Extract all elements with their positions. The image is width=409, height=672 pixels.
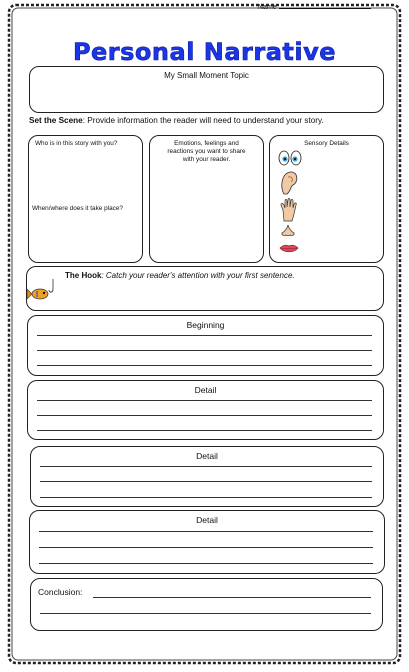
writing-line [39, 531, 373, 532]
conclusion-label: Conclusion: [38, 587, 83, 597]
detail-label: Detail [196, 451, 218, 461]
detail-label: Detail [194, 385, 217, 395]
beginning-label: Beginning [186, 320, 225, 330]
eyes-icon [278, 149, 304, 167]
writing-line [40, 466, 372, 467]
name-line [279, 2, 371, 9]
writing-line [40, 481, 372, 482]
detail-section-2[interactable] [30, 446, 384, 507]
writing-line [39, 563, 373, 564]
writing-line [37, 350, 372, 351]
sensory-label: Sensory Details [304, 140, 349, 147]
topic-box[interactable] [29, 66, 384, 113]
emotions-box[interactable] [149, 135, 264, 263]
topic-label: My Small Moment Topic [164, 71, 249, 80]
name-field[interactable] [258, 2, 371, 11]
mouth-icon [278, 242, 300, 254]
hook-box[interactable] [26, 266, 384, 311]
sensory-box[interactable] [269, 135, 384, 263]
detail-label: Detail [196, 515, 218, 525]
writing-line [37, 415, 372, 416]
writing-line [93, 597, 371, 598]
writing-line [37, 430, 372, 431]
page-title: Personal Narrative [72, 38, 337, 66]
writing-line [37, 365, 372, 366]
writing-line [40, 497, 372, 498]
writing-line [37, 400, 372, 401]
conclusion-section[interactable] [30, 578, 383, 631]
where-question: When/where does it take place? [32, 205, 123, 212]
detail-section-3[interactable] [29, 510, 385, 574]
who-where-box[interactable] [28, 135, 143, 263]
hook-label: The Hook [65, 271, 102, 280]
detail-section-1[interactable] [27, 380, 384, 440]
hook-prompt [65, 271, 295, 280]
writing-line [40, 613, 371, 614]
who-question: Who is in this story with you? [35, 140, 118, 147]
hook-text: : Catch your reader's attention with your first sentence. [101, 271, 295, 280]
name-label: Name [258, 4, 277, 11]
nose-icon [278, 224, 298, 238]
writing-line [37, 335, 372, 336]
fish-hook-icon [27, 279, 61, 305]
scene-label: Set the Scene [29, 116, 83, 125]
set-the-scene [29, 116, 324, 125]
beginning-section[interactable] [27, 315, 384, 376]
hand-icon [278, 198, 300, 222]
scene-text: : Provide information the reader will need to understand your story. [82, 116, 324, 125]
emotions-question: Emotions, feelings and reactions you want to share with your reader. [167, 140, 246, 163]
ear-icon [278, 170, 300, 196]
writing-line [39, 547, 373, 548]
